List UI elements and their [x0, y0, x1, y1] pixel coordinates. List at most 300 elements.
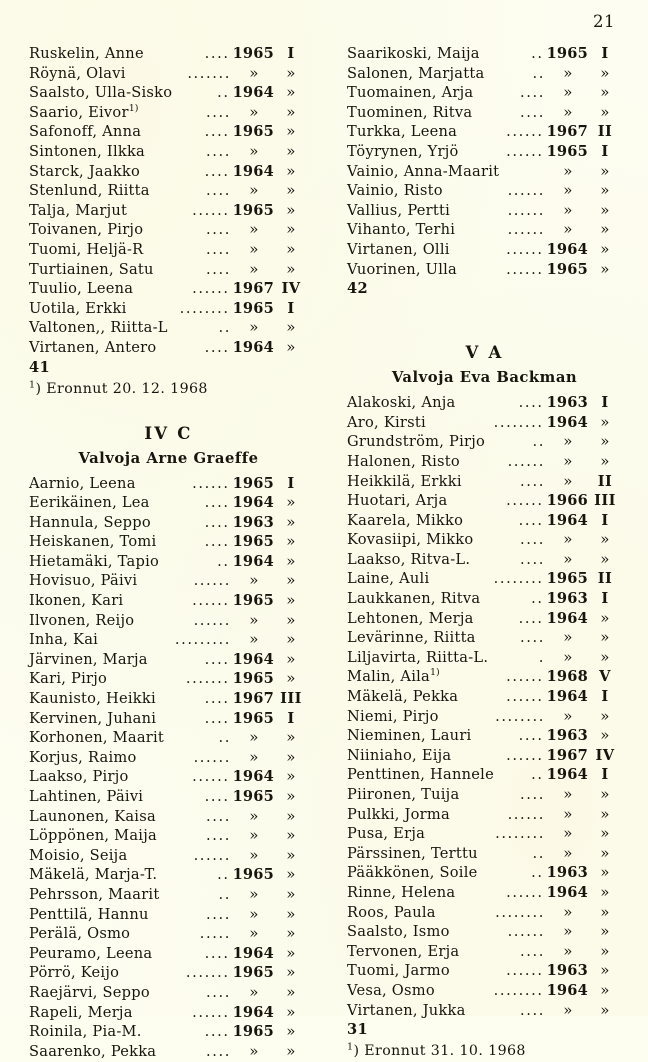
- entry-footnote-marker: 1): [128, 102, 139, 114]
- entry-class: »: [286, 924, 296, 943]
- student-entry-row: [347, 785, 622, 805]
- entry-year: 1965: [232, 123, 274, 141]
- entry-year: 1965: [546, 45, 588, 62]
- student-entry-row: [29, 787, 308, 807]
- dot-leader: ..: [217, 84, 230, 102]
- dot-leader: ....: [206, 240, 231, 258]
- entry-class: I: [287, 45, 295, 62]
- student-entry-row: [29, 885, 308, 905]
- student-name: Tuulio, Leena: [29, 280, 134, 298]
- student-name: Laine, Auli: [347, 570, 430, 588]
- student-entry-row: [29, 279, 308, 299]
- student-name: Pulkki, Jorma: [347, 805, 450, 823]
- student-entry-row: [347, 648, 622, 668]
- dot-leader: ..: [218, 885, 231, 903]
- right-group-total: 31: [347, 1021, 368, 1039]
- student-entry-row: [347, 1001, 622, 1021]
- left-continued-footnote: [29, 378, 308, 400]
- left-continued-entry-list: [29, 44, 308, 358]
- entry-year: »: [563, 902, 573, 921]
- student-name: Turtiainen, Satu: [29, 260, 154, 278]
- student-entry-row: [347, 240, 622, 260]
- student-name: Saalsto, Ulla-Sisko: [29, 84, 173, 102]
- dot-leader: ....: [520, 942, 545, 960]
- entry-class: »: [286, 943, 296, 962]
- student-name: Nieminen, Lauri: [347, 727, 472, 745]
- entry-year: »: [563, 628, 573, 647]
- entry-class: »: [286, 904, 296, 923]
- student-name: Heikkilä, Erkki: [347, 472, 462, 490]
- entry-class: »: [286, 963, 296, 982]
- student-entry-row: [29, 944, 308, 964]
- student-entry-row: [347, 472, 622, 492]
- entry-class: »: [286, 259, 296, 278]
- student-name: Piironen, Tuija: [347, 786, 460, 803]
- student-entry-row: [347, 824, 622, 844]
- dot-leader: ......: [193, 572, 231, 590]
- dot-leader: ....: [206, 103, 231, 121]
- student-name: Saario, Eivor$^{1)}$: [29, 102, 139, 121]
- student-entry-row: [29, 591, 308, 611]
- student-entry-row: [347, 44, 622, 64]
- student-entry-row: [29, 689, 308, 709]
- dot-leader: .......: [185, 670, 230, 688]
- student-entry-row: [347, 452, 622, 472]
- dot-leader: ....: [204, 788, 230, 805]
- student-entry-row: [29, 474, 308, 494]
- entry-class: »: [600, 102, 610, 121]
- entry-class: »: [286, 83, 296, 102]
- dot-leader: ........: [495, 707, 545, 725]
- entry-year: 1965: [232, 533, 274, 551]
- entry-year: »: [249, 904, 259, 923]
- entry-year: »: [249, 630, 259, 649]
- student-name: Saarikoski, Maija: [347, 45, 480, 62]
- entry-class: II: [597, 123, 613, 141]
- student-name: Heiskanen, Tomi: [29, 533, 157, 551]
- entry-class: I: [601, 511, 609, 529]
- entry-class: »: [286, 865, 296, 884]
- student-name: Moisio, Seija: [29, 846, 128, 864]
- entry-class: »: [600, 259, 610, 278]
- dot-leader: ....: [206, 260, 231, 278]
- student-name: Niiniaho, Eija: [347, 746, 452, 764]
- entry-year: 1964: [232, 84, 274, 102]
- dot-leader: ....: [206, 1042, 231, 1060]
- entry-year: 1964: [546, 413, 588, 431]
- entry-class: »: [600, 863, 610, 882]
- student-name: Sintonen, Ilkka: [29, 142, 145, 160]
- left-continued-total: 41: [29, 358, 50, 376]
- dot-leader: ......: [193, 748, 231, 766]
- student-entry-row: [347, 530, 622, 550]
- entry-class: »: [286, 63, 296, 82]
- student-entry-row: [347, 393, 622, 413]
- entry-class: »: [600, 882, 610, 901]
- student-entry-row: [29, 728, 308, 748]
- entry-year: 1964: [232, 162, 274, 180]
- entry-class: »: [286, 884, 296, 903]
- student-name: Penttilä, Hannu: [29, 905, 149, 923]
- dot-leader: .......: [185, 964, 230, 982]
- dot-leader: ......: [506, 123, 544, 141]
- entry-class: »: [600, 432, 610, 451]
- student-entry-row: [347, 142, 622, 162]
- entry-year: »: [249, 318, 259, 337]
- dot-leader: ....: [518, 394, 544, 412]
- entry-class: »: [286, 239, 296, 258]
- dot-leader: ..: [218, 729, 231, 747]
- student-name: Safonoff, Anna: [29, 123, 142, 141]
- student-name: Virtanen, Antero: [29, 338, 157, 356]
- student-entry-row: [29, 963, 308, 983]
- dot-leader: ....: [520, 550, 545, 568]
- student-name: Laakso, Pirjo: [29, 768, 129, 786]
- entry-class: »: [600, 1000, 610, 1019]
- entry-year: »: [249, 806, 259, 825]
- dot-leader: .....: [199, 925, 231, 943]
- entry-class: »: [286, 1041, 296, 1060]
- student-name: Virtanen, Jukka: [347, 1001, 466, 1019]
- student-entry-row: [347, 628, 622, 648]
- student-entry-row: [29, 807, 308, 827]
- entry-class: »: [600, 902, 610, 921]
- dot-leader: ....: [518, 727, 544, 745]
- student-name: Hovisuo, Päivi: [29, 572, 138, 590]
- student-name: Lehtonen, Merja: [347, 609, 474, 627]
- student-name: Toivanen, Pirjo: [29, 221, 144, 239]
- entry-year: »: [563, 922, 573, 941]
- student-name: Roinila, Pia-M.: [29, 1023, 142, 1041]
- student-name: Pehrsson, Maarit: [29, 885, 160, 903]
- dot-leader: ......: [506, 240, 544, 258]
- student-entry-row: [29, 201, 308, 221]
- entry-year: 1964: [232, 1003, 274, 1021]
- entry-year: »: [249, 845, 259, 864]
- student-entry-row: [347, 844, 622, 864]
- entry-class: »: [600, 83, 610, 102]
- entry-year: »: [563, 220, 573, 239]
- entry-year: 1965: [546, 570, 588, 588]
- entry-class: »: [286, 806, 296, 825]
- student-entry-row: [347, 181, 622, 201]
- entry-class: »: [286, 591, 296, 610]
- student-name: Ruskelin, Anne: [29, 45, 144, 62]
- student-name: Hannula, Seppo: [29, 513, 151, 531]
- dot-leader: ..: [217, 866, 230, 884]
- dot-leader: .......: [187, 64, 231, 82]
- student-entry-row: [29, 905, 308, 925]
- student-name: Vuorinen, Ulla: [347, 260, 457, 278]
- left-column: [0, 44, 330, 1062]
- dot-leader: ......: [193, 611, 231, 629]
- entry-year: »: [249, 571, 259, 590]
- entry-year: 1964: [546, 883, 588, 901]
- entry-class: »: [286, 1022, 296, 1041]
- student-name: Malin, Aila$^{1)}$: [347, 667, 440, 686]
- student-entry-row: [29, 162, 308, 182]
- entry-class: »: [286, 767, 296, 786]
- dot-leader: ........: [493, 981, 544, 999]
- student-name: Järvinen, Marja: [29, 650, 148, 668]
- entry-year: 1965: [232, 788, 274, 805]
- student-name: Saarenko, Pekka: [29, 1042, 157, 1060]
- student-name: Kaunisto, Heikki: [29, 690, 156, 708]
- entry-class: »: [600, 200, 610, 219]
- entry-class: »: [286, 649, 296, 668]
- dot-leader: ......: [193, 846, 231, 864]
- entry-class: III: [280, 690, 302, 708]
- student-entry-row: [347, 491, 622, 511]
- entry-year: 1965: [232, 709, 274, 727]
- student-name: Hietamäki, Tapio: [29, 552, 160, 570]
- student-name: Laakso, Ritva-L.: [347, 550, 471, 568]
- student-name: Grundström, Pirjo: [347, 433, 486, 451]
- entry-year: 1967: [232, 280, 274, 298]
- entry-year: 1965: [546, 142, 588, 160]
- student-entry-row: [29, 181, 308, 201]
- student-entry-row: [347, 863, 622, 883]
- entry-year: 1964: [546, 240, 588, 258]
- entry-year: 1965: [232, 201, 274, 219]
- entry-year: »: [563, 785, 573, 803]
- entry-class: »: [600, 530, 610, 549]
- student-entry-row: [347, 64, 622, 84]
- dot-leader: ......: [506, 746, 544, 764]
- student-name: Turkka, Leena: [347, 123, 458, 141]
- student-entry-row: [347, 432, 622, 452]
- student-entry-row: [29, 611, 308, 631]
- entry-year: »: [563, 451, 573, 470]
- entry-year: »: [563, 706, 573, 725]
- entry-class: »: [600, 726, 610, 745]
- dot-leader: ....: [204, 123, 230, 141]
- student-entry-row: [29, 1022, 308, 1042]
- footnote-text: ) Eronnut 31. 10. 1968: [353, 1043, 526, 1060]
- entry-year: »: [563, 63, 573, 82]
- dot-leader: ....: [518, 511, 544, 529]
- group-heading-v-a: [347, 299, 622, 393]
- dot-leader: ....: [206, 983, 231, 1001]
- dot-leader: ..: [218, 319, 231, 337]
- dot-leader: ....: [204, 533, 230, 551]
- student-entry-row: [29, 924, 308, 944]
- dot-leader: ....: [520, 84, 545, 102]
- student-name: Korhonen, Maarit: [29, 729, 165, 747]
- entry-year: 1965: [232, 964, 274, 982]
- dot-leader: ......: [506, 260, 544, 278]
- student-entry-row: [29, 493, 308, 513]
- entry-class: I: [601, 688, 609, 706]
- entry-class: »: [600, 239, 610, 258]
- dot-leader: ......: [192, 592, 230, 610]
- entry-class: II: [597, 472, 613, 490]
- footnote-marker: 1: [347, 1041, 354, 1053]
- student-entry-row: [347, 942, 622, 962]
- dot-leader: .: [538, 648, 545, 666]
- entry-class: »: [600, 706, 610, 725]
- student-name: Liljavirta, Riitta-L.: [347, 648, 489, 666]
- student-entry-row: [347, 687, 622, 707]
- dot-leader: .........: [174, 631, 231, 649]
- entry-year: »: [249, 259, 259, 278]
- dot-leader: ..: [531, 864, 544, 882]
- page-number: 21: [593, 12, 615, 31]
- student-name: Korjus, Raimo: [29, 748, 137, 766]
- entry-year: »: [563, 102, 573, 121]
- entry-year: 1963: [546, 590, 588, 608]
- student-name: Roos, Paula: [347, 903, 436, 921]
- entry-class: I: [601, 142, 609, 160]
- entry-class: I: [601, 590, 609, 608]
- entry-year: 1965: [232, 866, 274, 884]
- student-name: Inha, Kai: [29, 631, 99, 649]
- entry-class: »: [286, 845, 296, 864]
- student-name: Peuramo, Leena: [29, 944, 153, 962]
- student-entry-row: [347, 922, 622, 942]
- dot-leader: ....: [206, 221, 231, 239]
- entry-year: 1965: [232, 474, 274, 492]
- student-name: Tuominen, Ritva: [347, 103, 473, 121]
- two-column-body: [0, 44, 648, 1062]
- entry-class: »: [600, 181, 610, 200]
- dot-leader: ....: [204, 494, 230, 512]
- student-name: Vainio, Risto: [347, 182, 443, 200]
- entry-year: »: [249, 610, 259, 629]
- student-entry-row: [347, 726, 622, 746]
- entry-class: »: [600, 804, 610, 823]
- dot-leader: ......: [506, 688, 544, 706]
- student-name: Pääkkönen, Soile: [347, 864, 478, 882]
- entry-year: »: [249, 982, 259, 1001]
- entry-year: 1965: [232, 45, 274, 62]
- dot-leader: ....: [204, 650, 230, 668]
- entry-year: »: [249, 728, 259, 747]
- dot-leader: ..: [531, 590, 544, 608]
- entry-class: »: [286, 532, 296, 551]
- student-name: Vesa, Osmo: [347, 981, 435, 999]
- entry-year: »: [249, 747, 259, 766]
- student-entry-row: [29, 826, 308, 846]
- student-entry-row: [347, 765, 622, 785]
- entry-class: »: [600, 63, 610, 82]
- student-entry-row: [347, 961, 622, 981]
- entry-class: »: [286, 512, 296, 531]
- student-name: Niemi, Pirjo: [347, 707, 439, 725]
- entry-class: »: [286, 630, 296, 649]
- entry-year: »: [563, 647, 573, 666]
- student-entry-row: [29, 240, 308, 260]
- entry-year: »: [249, 1041, 259, 1060]
- student-entry-row: [29, 142, 308, 162]
- student-name: Starck, Jaakko: [29, 162, 141, 180]
- student-entry-row: [347, 805, 622, 825]
- group-supervisor: Valvoja Arne Graeffe: [78, 449, 259, 467]
- student-entry-row: [29, 318, 308, 338]
- student-entry-row: [347, 103, 622, 123]
- student-entry-row: [29, 767, 308, 787]
- student-entry-row: [347, 883, 622, 903]
- student-name: Lahtinen, Päivi: [29, 788, 144, 805]
- student-name: Virtanen, Olli: [347, 240, 450, 258]
- dot-leader: ......: [506, 883, 544, 901]
- entry-year: 1964: [232, 768, 274, 786]
- dot-leader: ......: [192, 768, 230, 786]
- student-entry-row: [347, 589, 622, 609]
- dot-leader: ......: [192, 474, 230, 492]
- student-entry-row: [29, 220, 308, 240]
- entry-class: »: [286, 728, 296, 747]
- student-entry-row: [29, 103, 308, 123]
- entry-year: »: [249, 102, 259, 121]
- entry-year: »: [563, 200, 573, 219]
- entry-class: »: [600, 161, 610, 180]
- dot-leader: ........: [493, 570, 544, 588]
- dot-leader: ......: [192, 280, 230, 298]
- entry-class: I: [287, 709, 295, 727]
- dot-leader: ..: [532, 433, 545, 451]
- entry-class: »: [286, 982, 296, 1001]
- entry-class: »: [286, 1002, 296, 1021]
- dot-leader: ........: [179, 299, 230, 317]
- student-name: Rinne, Helena: [347, 883, 456, 901]
- dot-leader: ..: [531, 45, 544, 62]
- entry-class: »: [286, 826, 296, 845]
- entry-class: I: [601, 45, 609, 62]
- student-name: Kervinen, Juhani: [29, 709, 157, 727]
- student-name: Tuomi, Jarmo: [347, 962, 450, 980]
- dot-leader: ........: [495, 903, 545, 921]
- dot-leader: ......: [507, 923, 545, 941]
- student-entry-row: [347, 609, 622, 629]
- student-name: Stenlund, Riitta: [29, 182, 150, 200]
- student-entry-row: [29, 865, 308, 885]
- entry-footnote-marker: 1): [429, 667, 440, 679]
- entry-year: »: [249, 239, 259, 258]
- entry-class: »: [286, 141, 296, 160]
- entry-class: IV: [595, 746, 615, 764]
- entry-class: I: [601, 394, 609, 412]
- dot-leader: ....: [520, 103, 545, 121]
- entry-class: III: [594, 492, 616, 510]
- entry-class: »: [286, 551, 296, 570]
- student-name: Uotila, Erkki: [29, 299, 127, 317]
- student-name: Salonen, Marjatta: [347, 64, 485, 82]
- student-name: Halonen, Risto: [347, 452, 460, 470]
- entry-year: »: [563, 181, 573, 200]
- group-heading-iv-c: [29, 400, 308, 474]
- student-name: Mäkelä, Pekka: [347, 688, 459, 706]
- dot-leader: ....: [204, 1023, 230, 1041]
- entry-class: »: [286, 669, 296, 688]
- student-entry-row: [29, 1042, 308, 1062]
- student-entry-row: [29, 338, 308, 358]
- dot-leader: ..: [531, 766, 544, 784]
- student-name: Huotari, Arja: [347, 492, 448, 510]
- dot-leader: ......: [507, 182, 545, 200]
- entry-class: »: [600, 785, 610, 803]
- student-entry-row: [347, 511, 622, 531]
- entry-year: 1964: [232, 650, 274, 668]
- dot-leader: ....: [204, 709, 230, 727]
- student-name: Aro, Kirsti: [347, 413, 426, 431]
- entry-class: I: [601, 766, 609, 784]
- student-entry-row: [29, 709, 308, 729]
- right-continued-entry-list: [347, 44, 622, 279]
- entry-class: »: [286, 181, 296, 200]
- entry-year: 1965: [232, 299, 274, 317]
- student-name: Löppönen, Maija: [29, 827, 157, 845]
